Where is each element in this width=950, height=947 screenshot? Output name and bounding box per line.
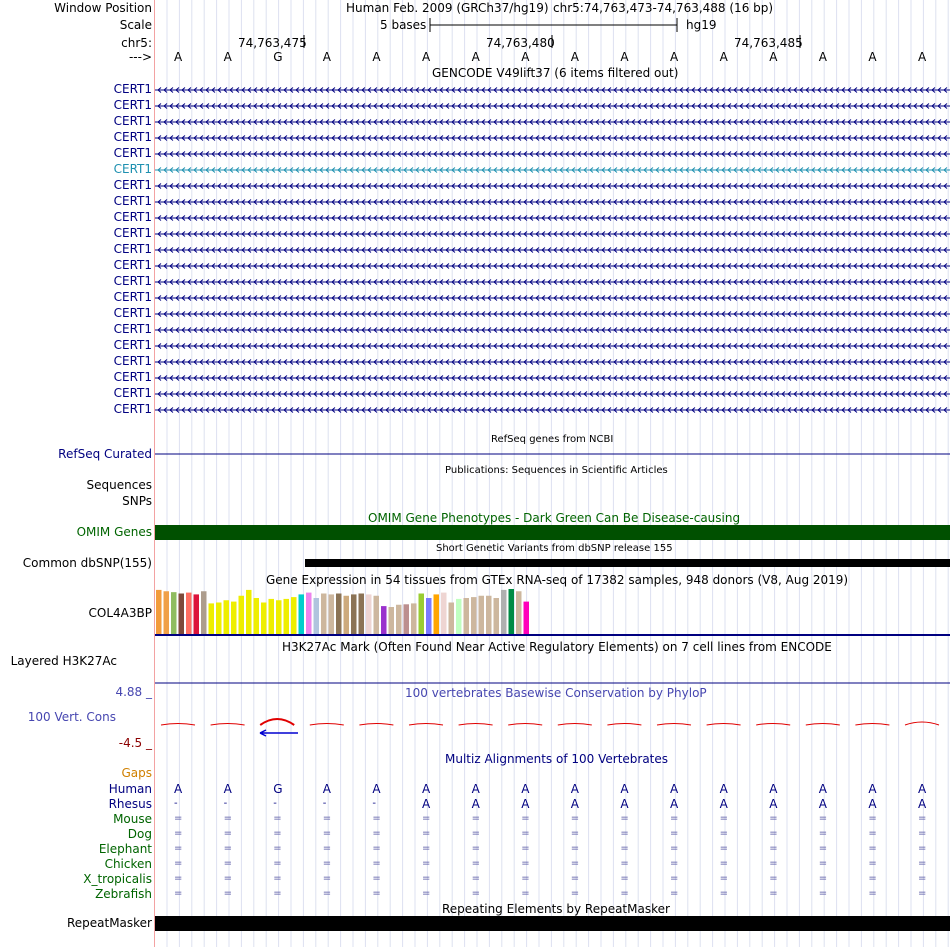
base-letter: A	[719, 50, 728, 64]
multiz-alignment-base: =	[471, 888, 480, 899]
gencode-transcript-label[interactable]: CERT1	[113, 402, 152, 416]
multiz-alignment-base: =	[769, 888, 778, 899]
base-letter: A	[422, 50, 431, 64]
multiz-alignment-base: A	[223, 782, 232, 796]
multiz-species-label[interactable]: Rhesus	[108, 797, 152, 811]
multiz-alignment-base: =	[422, 858, 431, 869]
multiz-alignment-base: A	[570, 797, 580, 811]
gencode-transcripts[interactable]	[155, 88, 950, 413]
gtex-tissue-bar	[419, 594, 425, 635]
phylop-score-mark	[905, 722, 939, 725]
multiz-alignment-base: A	[769, 797, 778, 811]
gencode-track-title[interactable]: GENCODE V49lift37 (6 items filtered out)	[432, 66, 679, 80]
gtex-track-title[interactable]: Gene Expression in 54 tissues from GTEx RNA-seq of 17382 samples, 948 donors (V8, Aug 2019)	[266, 573, 849, 587]
multiz-alignment-base: =	[818, 888, 828, 899]
multiz-alignment-base: =	[521, 888, 530, 899]
phylop-label[interactable]: 100 Vert. Cons	[27, 710, 116, 724]
multiz-alignment-base: =	[670, 858, 679, 869]
gtex-tissue-bar	[239, 596, 245, 634]
multiz-alignment-base: =	[174, 813, 183, 824]
phylop-score-mark	[806, 724, 840, 726]
gencode-transcript-label[interactable]: CERT1	[113, 242, 152, 256]
position-tick-label-2: 74,763,480	[486, 36, 555, 50]
gtex-tissue-bar	[224, 600, 230, 634]
multiz-alignment-base: =	[620, 888, 629, 899]
multiz-alignment-base: =	[521, 828, 530, 839]
multiz-alignment-base: =	[471, 843, 480, 854]
multiz-alignment-base: =	[322, 828, 332, 839]
gtex-tissue-bar	[201, 591, 207, 634]
gtex-tissue-bar	[171, 592, 177, 634]
multiz-alignment-base: =	[322, 843, 332, 854]
multiz-alignment-base: A	[818, 797, 828, 811]
multiz-alignment-base: A	[422, 782, 431, 796]
gtex-tissue-bar	[471, 597, 477, 634]
multiz-alignment-base: =	[570, 888, 580, 899]
multiz-alignment-base: =	[868, 828, 877, 839]
phylop-track-title[interactable]: 100 vertebrates Basewise Conservation by PhyloP	[405, 686, 707, 700]
gtex-tissue-bar	[269, 599, 275, 634]
multiz-alignment-base: =	[868, 843, 877, 854]
base-letter: A	[521, 50, 530, 64]
multiz-alignment-base: =	[223, 888, 232, 899]
multiz-alignment-base: =	[273, 828, 282, 839]
multiz-alignment-base: =	[273, 813, 282, 824]
gtex-tissue-bar	[494, 598, 500, 634]
multiz-alignment-base: -	[372, 798, 376, 809]
multiz-alignment-base: A	[670, 797, 679, 811]
gtex-tissue-bar	[216, 603, 222, 635]
multiz-species-label[interactable]: Human	[108, 782, 152, 796]
gtex-tissue-bar	[336, 594, 342, 635]
multiz-alignment-base: =	[372, 873, 381, 884]
gtex-tissue-bar	[186, 593, 192, 634]
multiz-alignment-base: =	[223, 843, 232, 854]
omim-track-title[interactable]: OMIM Gene Phenotypes - Dark Green Can Be Disease-causing	[368, 511, 741, 525]
gtex-tissue-bar	[456, 599, 462, 634]
gencode-transcript-label[interactable]: CERT1	[113, 146, 152, 160]
multiz-alignment-base: =	[620, 813, 629, 824]
phylop-min-label: -4.5 _	[118, 736, 152, 750]
scale-db: hg19	[686, 18, 717, 32]
multiz-alignment-base: A	[471, 782, 480, 796]
phylop-score-mark	[260, 719, 294, 725]
multiz-track-title[interactable]: Multiz Alignments of 100 Vertebrates	[445, 752, 669, 766]
gtex-tissue-bar	[254, 598, 260, 634]
multiz-alignment-base: A	[818, 782, 828, 796]
gtex-tissue-bar	[434, 594, 440, 634]
gencode-transcript-label[interactable]: CERT1	[113, 306, 152, 320]
multiz-alignment-base: =	[372, 813, 381, 824]
multiz-alignment-base: =	[322, 888, 332, 899]
base-letter: A	[223, 50, 232, 64]
gtex-tissue-bar	[246, 590, 252, 634]
base-letter: A	[818, 50, 828, 64]
multiz-alignment-base: A	[670, 782, 679, 796]
gencode-transcript-label[interactable]: CERT1	[113, 322, 152, 336]
multiz-alignment-base: =	[570, 828, 580, 839]
multiz-alignment-base: A	[422, 797, 431, 811]
phylop-score-mark	[855, 724, 889, 726]
multiz-alignment-base: A	[372, 782, 381, 796]
gtex-tissue-bar	[291, 597, 297, 634]
gtex-tissue-bar	[509, 589, 515, 634]
gtex-tissue-bar	[501, 590, 507, 634]
gtex-tissue-bar	[426, 598, 432, 634]
gtex-tissue-bar	[314, 598, 320, 634]
multiz-alignment-base: =	[372, 858, 381, 869]
multiz-species-label[interactable]: Chicken	[104, 857, 152, 871]
base-letter: A	[620, 50, 629, 64]
chrom-label: chr5:	[121, 36, 152, 50]
gtex-tissue-bar	[449, 603, 455, 635]
multiz-alignment-base: =	[422, 813, 431, 824]
gencode-transcript-label[interactable]: CERT1	[113, 338, 152, 352]
gtex-tissue-bar	[404, 604, 410, 634]
multiz-alignment-base: =	[422, 873, 431, 884]
base-letter: A	[372, 50, 381, 64]
refseq-label[interactable]: RefSeq Curated	[58, 447, 152, 461]
gtex-tissue-bar	[299, 594, 305, 634]
multiz-alignment-base: =	[521, 858, 530, 869]
phylop-score-mark	[409, 724, 443, 726]
multiz-alignment-base: =	[719, 828, 728, 839]
gtex-tissue-bar	[231, 602, 237, 634]
gtex-tissue-bar	[276, 600, 282, 634]
multiz-species-label[interactable]: X_tropicalis	[83, 872, 152, 886]
multiz-alignment-base: =	[918, 858, 927, 869]
gtex-tissue-bar	[179, 594, 185, 635]
multiz-alignment-base: =	[868, 813, 877, 824]
multiz-alignment-base: =	[868, 858, 877, 869]
multiz-alignment-base: =	[372, 888, 381, 899]
multiz-alignment-base: A	[719, 797, 728, 811]
multiz-alignment-base: A	[719, 782, 728, 796]
gencode-transcript-label[interactable]: CERT1	[113, 354, 152, 368]
multiz-alignment-base: =	[174, 858, 183, 869]
gencode-transcript-label[interactable]: CERT1	[113, 178, 152, 192]
dbsnp-label[interactable]: Common dbSNP(155)	[22, 556, 152, 570]
gtex-tissue-bar	[321, 594, 327, 635]
gtex-tissue-bar	[516, 591, 522, 634]
gtex-tissue-bar	[381, 606, 387, 634]
gencode-transcript-label[interactable]: CERT1	[113, 290, 152, 304]
strand-label: --->	[128, 50, 152, 64]
multiz-alignment-base: =	[273, 888, 282, 899]
multiz-alignment-base: =	[620, 828, 629, 839]
gencode-transcript-label[interactable]: CERT1	[113, 82, 152, 96]
phylop-score-mark	[558, 724, 592, 726]
gencode-transcript-label[interactable]: CERT1	[113, 98, 152, 112]
multiz-alignment-base: =	[918, 873, 927, 884]
multiz-alignment-base: =	[322, 873, 332, 884]
dbsnp-track-title[interactable]: Short Genetic Variants from dbSNP release 155	[436, 543, 673, 554]
gencode-transcript-label[interactable]: CERT1	[113, 194, 152, 208]
dbsnp-bar	[305, 559, 950, 567]
multiz-alignment-base: =	[719, 888, 728, 899]
multiz-gaps-label: Gaps	[121, 766, 152, 780]
multiz-alignment-base: =	[918, 888, 927, 899]
multiz-alignment-base: A	[868, 782, 877, 796]
gtex-bars[interactable]	[156, 589, 529, 634]
multiz-alignment-base: A	[868, 797, 877, 811]
gtex-tissue-bar	[524, 602, 530, 634]
omim-label[interactable]: OMIM Genes	[76, 525, 152, 539]
multiz-alignment-base: =	[670, 888, 679, 899]
multiz-alignment-base: =	[818, 828, 828, 839]
repeatmasker-track-title[interactable]: Repeating Elements by RepeatMasker	[442, 902, 670, 916]
gtex-tissue-bar	[411, 603, 417, 634]
multiz-alignment-base: =	[570, 858, 580, 869]
phylop-score-mark	[756, 724, 790, 726]
base-letter: A	[322, 50, 332, 64]
h3k27ac-label[interactable]: Layered H3K27Ac	[10, 654, 117, 668]
gtex-tissue-bar	[156, 590, 162, 634]
multiz-alignment-base: A	[174, 782, 183, 796]
multiz-alignment-base: =	[273, 843, 282, 854]
multiz-alignment-base: A	[521, 782, 530, 796]
multiz-alignment-base: =	[521, 813, 530, 824]
phylop-signal	[161, 719, 939, 736]
gtex-tissue-bar	[306, 593, 312, 634]
multiz-alignment-base: =	[273, 873, 282, 884]
multiz-alignment-base: =	[174, 873, 183, 884]
multiz-alignment-base: =	[769, 813, 778, 824]
multiz-alignment-base: =	[620, 843, 629, 854]
multiz-species-label[interactable]: Elephant	[98, 842, 152, 856]
gtex-tissue-bar	[396, 605, 402, 634]
multiz-alignment-base: A	[620, 797, 629, 811]
window-coordinates[interactable]: chr5:74,763,473-74,763,488 (16 bp)	[553, 1, 774, 15]
gtex-tissue-bar	[164, 591, 170, 634]
base-letter: A	[570, 50, 580, 64]
phylop-score-mark	[508, 724, 542, 726]
multiz-alignment-base: =	[918, 813, 927, 824]
phylop-arrow-mark	[260, 730, 298, 736]
publications-track-title[interactable]: Publications: Sequences in Scientific Articles	[445, 465, 668, 476]
gtex-tissue-bar	[194, 594, 200, 634]
phylop-score-mark	[161, 724, 195, 726]
multiz-alignment-base: =	[322, 813, 332, 824]
repeatmasker-label[interactable]: RepeatMasker	[66, 916, 152, 930]
multiz-alignment-base: -	[273, 798, 277, 809]
scale-text: 5 bases	[380, 18, 427, 32]
multiz-alignment-base: =	[670, 828, 679, 839]
multiz-alignment-base: =	[372, 843, 381, 854]
gtex-tissue-bar	[284, 599, 290, 634]
multiz-alignment-base: =	[620, 858, 629, 869]
multiz-alignment-base: =	[273, 858, 282, 869]
gtex-tissue-bar	[329, 594, 335, 634]
multiz-alignment-base: =	[471, 828, 480, 839]
repeatmasker-bar	[155, 916, 950, 931]
multiz-alignment-base: A	[471, 797, 480, 811]
publications-snps-label[interactable]: SNPs	[122, 494, 152, 508]
gtex-gene-label[interactable]: COL4A3BP	[88, 606, 152, 620]
phylop-score-mark	[707, 724, 741, 726]
multiz-alignment-base: =	[719, 858, 728, 869]
multiz-alignment-base: =	[719, 813, 728, 824]
multiz-alignment-base: =	[174, 828, 183, 839]
multiz-alignment-base: =	[471, 873, 480, 884]
multiz-alignment-base: =	[769, 873, 778, 884]
multiz-alignment-base: =	[818, 843, 828, 854]
phylop-score-mark	[211, 724, 245, 726]
scale-bar	[430, 18, 677, 32]
gencode-transcript-label[interactable]: CERT1	[113, 114, 152, 128]
phylop-score-mark	[310, 724, 344, 726]
multiz-alignment-base: =	[223, 858, 232, 869]
multiz-alignment-base: =	[818, 813, 828, 824]
multiz-alignment-base: =	[670, 843, 679, 854]
gencode-transcript-label[interactable]: CERT1	[113, 258, 152, 272]
multiz-species-label[interactable]: Dog	[127, 827, 152, 841]
phylop-score-mark	[607, 724, 641, 726]
multiz-alignment-base: =	[471, 858, 480, 869]
multiz-alignment-base: =	[918, 843, 927, 854]
multiz-alignment-base: =	[372, 828, 381, 839]
window-position-label: Window Position	[54, 1, 152, 15]
multiz-alignment-base: =	[223, 813, 232, 824]
gtex-tissue-bar	[441, 593, 447, 634]
assembly-name: Human Feb. 2009 (GRCh37/hg19)	[346, 1, 549, 15]
multiz-alignment-base: =	[471, 813, 480, 824]
base-letter: A	[868, 50, 877, 64]
position-tick-label-3: 74,763,485	[734, 36, 803, 50]
multiz-species-label[interactable]: Zebrafish	[95, 887, 152, 901]
base-letter: A	[471, 50, 480, 64]
multiz-alignment-base: A	[322, 782, 332, 796]
gtex-tissue-bar	[344, 596, 350, 634]
phylop-score-mark	[359, 724, 393, 726]
publications-sequences-label[interactable]: Sequences	[86, 478, 152, 492]
multiz-alignment-base: =	[422, 843, 431, 854]
multiz-alignment-base: =	[818, 873, 828, 884]
multiz-alignment-base: =	[868, 888, 877, 899]
multiz-alignment-base: =	[620, 873, 629, 884]
multiz-alignment-base: -	[174, 798, 178, 809]
multiz-alignment-base: -	[322, 798, 327, 809]
position-tick-label-1: 74,763,475	[238, 36, 307, 50]
multiz-alignment-base: =	[670, 813, 679, 824]
multiz-alignment-base: =	[719, 843, 728, 854]
multiz-alignment-base: =	[422, 888, 431, 899]
gencode-transcript-label[interactable]: CERT1	[113, 130, 152, 144]
scale-label: Scale	[119, 18, 152, 32]
multiz-alignment-base: -	[223, 798, 228, 809]
gtex-tissue-bar	[351, 594, 357, 634]
multiz-alignment-base: =	[174, 843, 183, 854]
base-letter: A	[174, 50, 183, 64]
gtex-tissue-bar	[359, 594, 365, 635]
multiz-alignment-base: =	[570, 843, 580, 854]
gtex-tissue-bar	[389, 607, 395, 634]
multiz-alignment-base: =	[818, 858, 828, 869]
multiz-alignment-base: =	[223, 873, 232, 884]
multiz-alignment-base: =	[868, 873, 877, 884]
gencode-transcript-label[interactable]: CERT1	[113, 210, 152, 224]
base-letter: A	[670, 50, 679, 64]
gtex-tissue-bar	[374, 596, 380, 634]
gtex-tissue-bar	[261, 603, 267, 635]
multiz-alignment-base: =	[769, 828, 778, 839]
multiz-alignment-base: =	[521, 873, 530, 884]
multiz-alignment-base: A	[918, 782, 927, 796]
gencode-transcript-label[interactable]: CERT1	[113, 370, 152, 384]
refseq-track-title[interactable]: RefSeq genes from NCBI	[491, 434, 614, 445]
multiz-alignment-base: A	[620, 782, 629, 796]
multiz-alignment-base: A	[918, 797, 927, 811]
gencode-transcript-label[interactable]: CERT1	[113, 162, 152, 176]
gtex-tissue-bar	[479, 596, 485, 634]
multiz-alignment-base: =	[670, 873, 679, 884]
multiz-alignment-base: =	[174, 888, 183, 899]
multiz-alignment-base: =	[322, 858, 332, 869]
multiz-alignment-base: =	[719, 873, 728, 884]
gtex-tissue-bar	[209, 603, 215, 634]
gtex-tissue-bar	[486, 596, 492, 634]
omim-gene-bar	[155, 525, 950, 540]
h3k27ac-track-title[interactable]: H3K27Ac Mark (Often Found Near Active Regulatory Elements) on 7 cell lines from ENCODE	[282, 640, 832, 654]
multiz-species-label[interactable]: Mouse	[113, 812, 152, 826]
multiz-alignment-base: =	[769, 858, 778, 869]
gtex-tissue-bar	[464, 598, 470, 634]
multiz-alignment-base: =	[521, 843, 530, 854]
multiz-alignment-base: A	[570, 782, 580, 796]
base-letter: A	[769, 50, 778, 64]
phylop-score-mark	[459, 724, 493, 726]
multiz-alignment-base: =	[769, 843, 778, 854]
gencode-transcript-label[interactable]: CERT1	[113, 274, 152, 288]
base-letter: G	[273, 50, 283, 64]
multiz-alignment-base: =	[422, 828, 431, 839]
phylop-max-label: 4.88 _	[115, 685, 152, 699]
gencode-transcript-label[interactable]: CERT1	[113, 386, 152, 400]
multiz-alignment-base: =	[918, 828, 927, 839]
multiz-alignment-base: =	[570, 873, 580, 884]
multiz-alignment-base: =	[570, 813, 580, 824]
multiz-alignment-base: A	[769, 782, 778, 796]
multiz-alignment-base: A	[521, 797, 530, 811]
phylop-score-mark	[657, 724, 691, 726]
gtex-tissue-bar	[366, 594, 372, 634]
multiz-alignment-base: =	[223, 828, 232, 839]
multiz-alignment-base: G	[273, 782, 283, 796]
gencode-transcript-label[interactable]: CERT1	[113, 226, 152, 240]
base-letter: A	[918, 50, 927, 64]
